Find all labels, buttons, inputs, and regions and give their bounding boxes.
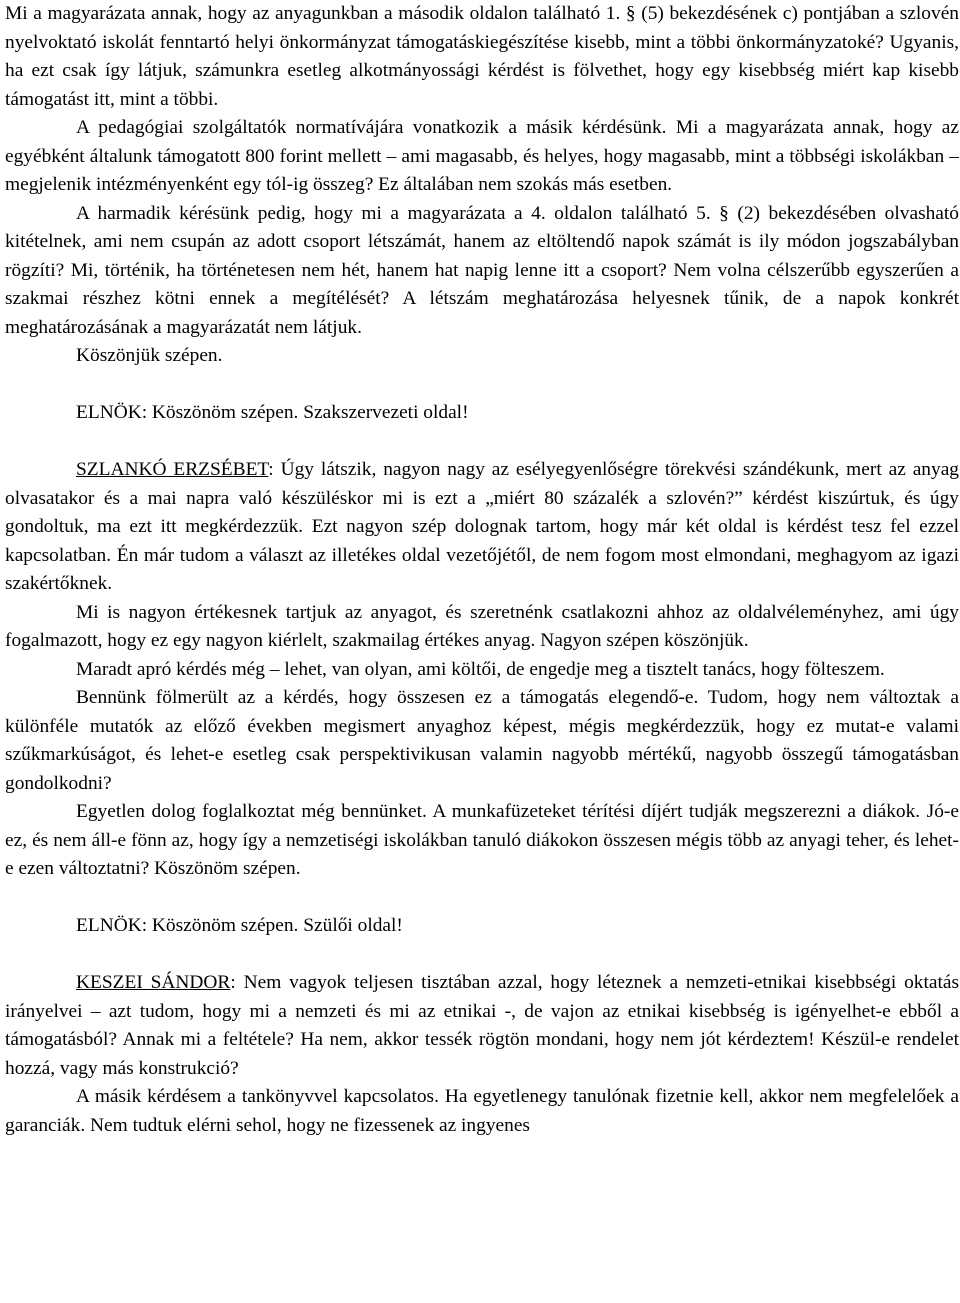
speech-text: : Nem vagyok teljesen tisztában azzal, hogy léteznek a nemzeti-etnikai kisebbségi oktatás irányelvei – azt tudom, hogy mi a nemzeti és mi az etnikai -, de vajon az etnikai kisebbség is igényelhet-e ebből a támogatásból? Annak mi a feltétele? Ha nem, akkor tessék rögtön mondani, hogy nem jót kérdeztem! Készül-e rendelet hozzá, vagy más konstrukció? <box>5 972 959 1079</box>
speaker-name: SZLANKÓ ERZSÉBET <box>76 459 269 480</box>
speaker-name: KESZEI SÁNDOR <box>76 972 231 993</box>
paragraph-szlanko-speech <box>5 456 959 599</box>
paragraph-small-question: Maradt apró kérdés még – lehet, van olyan, ami költői, de engedje meg a tisztelt tanács, hogy fölteszem. <box>76 658 885 680</box>
speech-text: : Úgy látszik, nagyon nagy az esélyegyenlőségre törekvési szándékunk, mert az anyag olvasatakor és a mai napra való készüléskor mi is ezt a „miért 80 százalék a szlovén?” kérdést kiszúrtuk, és úgy gondoltuk, ma ezt itt megkérdezzük. Ezt nagyon szép dolognak tartom, hogy már két oldal is kérdést tesz fel ezzel kapcsolatban. Én már tudom a választ az illetékes oldal vezetőjétől, de nem fogom most elmondani, meghagyom az igazi szakértőknek. <box>5 459 959 594</box>
paragraph-thanks: Köszönjük szépen. <box>76 345 223 366</box>
paragraph-chair-parents: ELNÖK: Köszönöm szépen. Szülői oldal! <box>76 915 403 936</box>
paragraph-textbook: A másik kérdésem a tankönyvvel kapcsolatos. Ha egyetlenegy tanulónak fizetnie kell, akkor nem megfelelőek a garanciák. Nem tudtuk elérni sehol, hogy ne fizessenek az ingyenes <box>5 1086 959 1136</box>
paragraph-question-group-days: A harmadik kérésünk pedig, hogy mi a magyarázata a 4. oldalon található 5. § (2) bekezdésében olvasható kitételnek, ami nem csupán az adott csoport létszámát, hanem az eltöltendő napok számát is ily módon jogszabályban rögzíti? Mi, történik, ha történetesen nem hét, hanem hat napig lenne itt a csoport? Nem volna célszerűbb egyszerűen a szakmai részhez kötni ennek a megítélését? A létszám meghatározása helyesnek tűnik, de a napok konkrét meghatározásának a magyarázatát nem látjuk. <box>5 202 959 338</box>
document-page <box>5 0 959 1140</box>
paragraph-question-pedagogical-services: A pedagógiai szolgáltatók normatívájára vonatkozik a másik kérdésünk. Mi a magyarázata annak, hogy az egyébként általunk támogatott 800 forint mellett – ami magasabb, és helyes, hogy magasabb, mint a többségi iskolákban – megjelenik intézményenként egy tól-ig összeg? Ez általában nem szokás más esetben. <box>5 117 959 195</box>
paragraph-question-szloven-support: Mi a magyarázata annak, hogy az anyagunkban a második oldalon található 1. § (5) bekezdésének c) pontjában a szlovén nyelvoktató iskolát fenntartó helyi önkormányzat támogatáskiegészítése kisebb, mint a többi önkormányzatoké? Ugyanis, ha ezt csak így látjuk, számunkra esetleg alkotmányossági kérdést is fölvethet, hogy egy kisebbség miért kap kisebb támogatást itt, mint a többi. <box>5 3 959 110</box>
paragraph-keszei-speech <box>5 969 959 1083</box>
paragraph-valuable-material: Mi is nagyon értékesnek tartjuk az anyagot, és szeretnénk csatlakozni ahhoz az oldalvéleményhez, ami úgy fogalmazott, hogy ez egy nagyon kiérlelt, szakmailag értékes anyag. Nagyon szépen köszönjük. <box>5 601 959 651</box>
paragraph-workbooks: Egyetlen dolog foglalkoztat még bennünket. A munkafüzeteket térítési díjért tudják megszerezni a diákok. Jó-e ez, és nem áll-e fönn az, hogy így a nemzetiségi iskolákban tanuló diákokon összesen mégis több az anyagi teher, és lehet-e ezen változtatni? Köszönöm szépen. <box>5 801 959 879</box>
paragraph-support-sufficient: Bennünk fölmerült az a kérdés, hogy összesen ez a támogatás elegendő-e. Tudom, hogy nem változtak a különféle mutatók az előző években megismert anyaghoz képest, mégis megkérdezzük, hogy ez mutat-e valami szűkmarkúságot, és lehet-e esetleg csak perspektivikusan valamin nagyobb mértékű, nagyobb összegű támogatásban gondolkodni? <box>5 687 959 794</box>
paragraph-chair-union: ELNÖK: Köszönöm szépen. Szakszervezeti oldal! <box>76 402 469 423</box>
